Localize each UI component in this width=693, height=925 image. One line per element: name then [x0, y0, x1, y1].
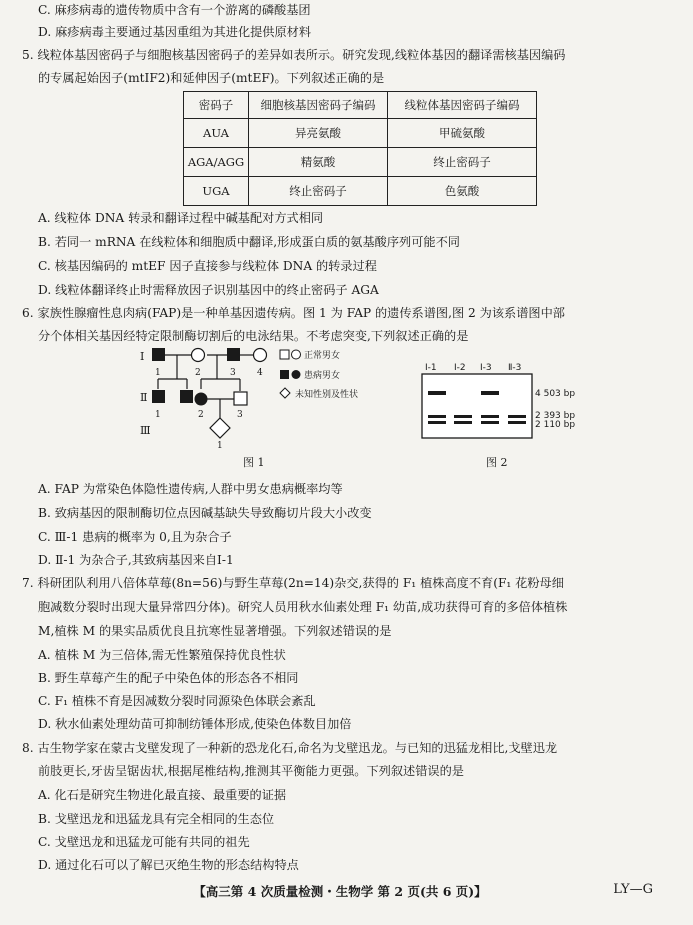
table-cell: AUA [184, 119, 249, 148]
q5-stem-line1: 5. 线粒体基因密码子与细胞核基因密码子的差异如表所示。研究发现,线粒体基因的翻译需核基因编码 [22, 48, 566, 62]
q6-option-b: B. 致病基因的限制酶切位点因碱基缺失导致酶切片段大小改变 [38, 506, 372, 520]
legend-unknown-label: 未知性别及性状 [295, 390, 359, 400]
pedigree-chart [130, 346, 390, 450]
table-cell: UGA [184, 177, 249, 206]
table-cell: 异亮氨酸 [249, 119, 388, 148]
fig1-caption: 图 1 [243, 456, 265, 469]
pedigree-II-1b [180, 390, 193, 403]
fig2-caption: 图 2 [486, 456, 508, 469]
pedigree-num: 1 [155, 410, 161, 420]
codon-table [183, 91, 537, 206]
gen-label-2: Ⅱ [140, 391, 148, 404]
gel-lane-label: Ⅰ-1 [425, 363, 437, 373]
q5-option-c: C. 核基因编码的 mtEF 因子直接参与线粒体 DNA 的转录过程 [38, 259, 377, 273]
pedigree-num: 1 [155, 368, 161, 378]
gel-lane-label: Ⅰ-2 [454, 363, 466, 373]
gel-band-I2-2393 [454, 415, 472, 418]
q7-option-a: A. 植株 M 为三倍体,需无性繁殖保持优良性状 [38, 648, 286, 662]
q8-stem-line1: 8. 古生物学家在蒙古戈壁发现了一种新的恐龙化石,命名为戈壁迅龙。与已知的迅猛龙相比,戈壁迅龙 [22, 741, 558, 755]
table-header: 线粒体基因密码子编码 [388, 92, 537, 119]
pedigree-num: 1 [217, 441, 223, 450]
table-cell: AGA/AGG [184, 148, 249, 177]
gel-band-I1-4503 [428, 391, 446, 395]
q5-stem-line2: 的专属起始因子(mtIF2)和延伸因子(mtEF)。下列叙述正确的是 [38, 71, 385, 85]
gel-bp-label: 4 503 bp [535, 389, 576, 399]
gel-lane-label: Ⅱ-3 [508, 363, 522, 373]
table-cell: 甲硫氨酸 [388, 119, 537, 148]
table-cell: 精氨酸 [249, 148, 388, 177]
legend-affected-label: 患病男女 [304, 371, 341, 381]
pedigree-num: 3 [230, 368, 236, 378]
q7-stem-line2: 胞减数分裂时出现大量异常四分体)。研究人员用秋水仙素处理 F₁ 幼苗,成功获得可育的多倍体植株 [38, 600, 568, 614]
q6-stem-line2: 分个体相关基因经特定限制酶切割后的电泳结果。不考虑突变,下列叙述正确的是 [38, 329, 469, 343]
table-cell: 终止密码子 [249, 177, 388, 206]
pedigree-num: 2 [198, 410, 204, 420]
pedigree-III-1 [210, 418, 230, 438]
pedigree-I-4 [254, 349, 267, 362]
q6-option-c: C. Ⅲ-1 患病的概率为 0,且为杂合子 [38, 530, 232, 544]
pedigree-II-3 [234, 392, 247, 405]
pedigree-num: 4 [257, 368, 263, 378]
pedigree-I-2 [192, 349, 205, 362]
q6-stem-line1: 6. 家族性腺瘤性息肉病(FAP)是一种单基因遗传病。图 1 为 FAP 的遗传系谱图,图 2 为该系谱图中部 [22, 306, 565, 320]
pedigree-I-1 [152, 348, 165, 361]
gen-label-1: Ⅰ [140, 350, 145, 363]
legend-normal-male [280, 350, 289, 359]
legend-unknown [280, 388, 290, 398]
table-row [184, 148, 537, 177]
legend-normal-label: 正常男女 [304, 351, 341, 361]
gel-band-I3-2110 [481, 421, 499, 424]
legend-normal-female [292, 350, 301, 359]
gel-band-I3-4503 [481, 391, 499, 395]
q8-option-c: C. 戈壁迅龙和迅猛龙可能有共同的祖先 [38, 835, 250, 849]
q5-option-a: A. 线粒体 DNA 转录和翻译过程中碱基配对方式相同 [38, 211, 324, 225]
table-row [184, 119, 537, 148]
page-footer [0, 882, 693, 902]
gel-frame [422, 374, 532, 438]
gel-band-I1-2110 [428, 421, 446, 424]
q8-option-b: B. 戈壁迅龙和迅猛龙具有完全相同的生态位 [38, 812, 275, 826]
q6-option-d: D. Ⅱ-1 为杂合子,其致病基因来自Ⅰ-1 [38, 553, 234, 567]
gel-bp-label: 2 393 bp [535, 411, 576, 421]
q6-option-a: A. FAP 为常染色体隐性遗传病,人群中男女患病概率均等 [38, 482, 343, 496]
gen-label-3: Ⅲ [140, 424, 151, 437]
q5-option-b: B. 若同一 mRNA 在线粒体和细胞质中翻译,形成蛋白质的氨基酸序列可能不同 [38, 235, 460, 249]
pedigree-II-2 [195, 393, 208, 406]
gel-lane-label: Ⅰ-3 [480, 363, 492, 373]
q7-option-d: D. 秋水仙素处理幼苗可抑制纺锤体形成,使染色体数目加倍 [38, 717, 352, 731]
pedigree-num: 2 [195, 368, 201, 378]
q8-stem-line2: 前肢更长,牙齿呈锯齿状,根据尾椎结构,推测其平衡能力更强。下列叙述错误的是 [38, 764, 464, 778]
q5-option-d: D. 线粒体翻译终止时需释放因子识别基因中的终止密码子 AGA [38, 283, 379, 297]
q7-stem-line3: M,植株 M 的果实品质优良且抗寒性显著增强。下列叙述错误的是 [38, 624, 392, 638]
q4-option-c: C. 麻疹病毒的遗传物质中含有一个游离的磷酸基团 [38, 3, 311, 17]
q8-option-a: A. 化石是研究生物进化最直接、最重要的证据 [38, 788, 287, 802]
table-header: 细胞核基因密码子编码 [249, 92, 388, 119]
q7-option-c: C. F₁ 植株不育是因减数分裂时同源染色体联会紊乱 [38, 694, 316, 708]
table-header-row [184, 92, 537, 119]
gel-band-II3-2393 [508, 415, 526, 418]
table-cell: 色氨酸 [388, 177, 537, 206]
footer-title: 【高三第 4 次质量检测・生物学 第 2 页(共 6 页)】 [193, 884, 487, 899]
gel-band-II3-2110 [508, 421, 526, 424]
q4-option-d: D. 麻疹病毒主要通过基因重组为其进化提供原材料 [38, 25, 312, 39]
q7-stem-line1: 7. 科研团队利用八倍体草莓(8n=56)与野生草莓(2n=14)杂交,获得的 F₁ 植株高度不育(F₁ 花粉母细 [22, 576, 564, 590]
gel-chart [418, 360, 588, 440]
legend-affected-male [280, 370, 289, 379]
q8-option-d: D. 通过化石可以了解已灭绝生物的形态结构特点 [38, 858, 299, 872]
gel-bp-label: 2 110 bp [535, 420, 576, 430]
table-cell: 终止密码子 [388, 148, 537, 177]
legend-affected-female [292, 370, 301, 379]
table-header: 密码子 [184, 92, 249, 119]
pedigree-I-3 [227, 348, 240, 361]
footer-code: LY—G [613, 882, 653, 897]
gel-band-I3-2393 [481, 415, 499, 418]
table-row [184, 177, 537, 206]
pedigree-II-1 [152, 390, 165, 403]
gel-band-I1-2393 [428, 415, 446, 418]
q7-option-b: B. 野生草莓产生的配子中染色体的形态各不相同 [38, 671, 299, 685]
gel-band-I2-2110 [454, 421, 472, 424]
pedigree-num: 3 [237, 410, 243, 420]
